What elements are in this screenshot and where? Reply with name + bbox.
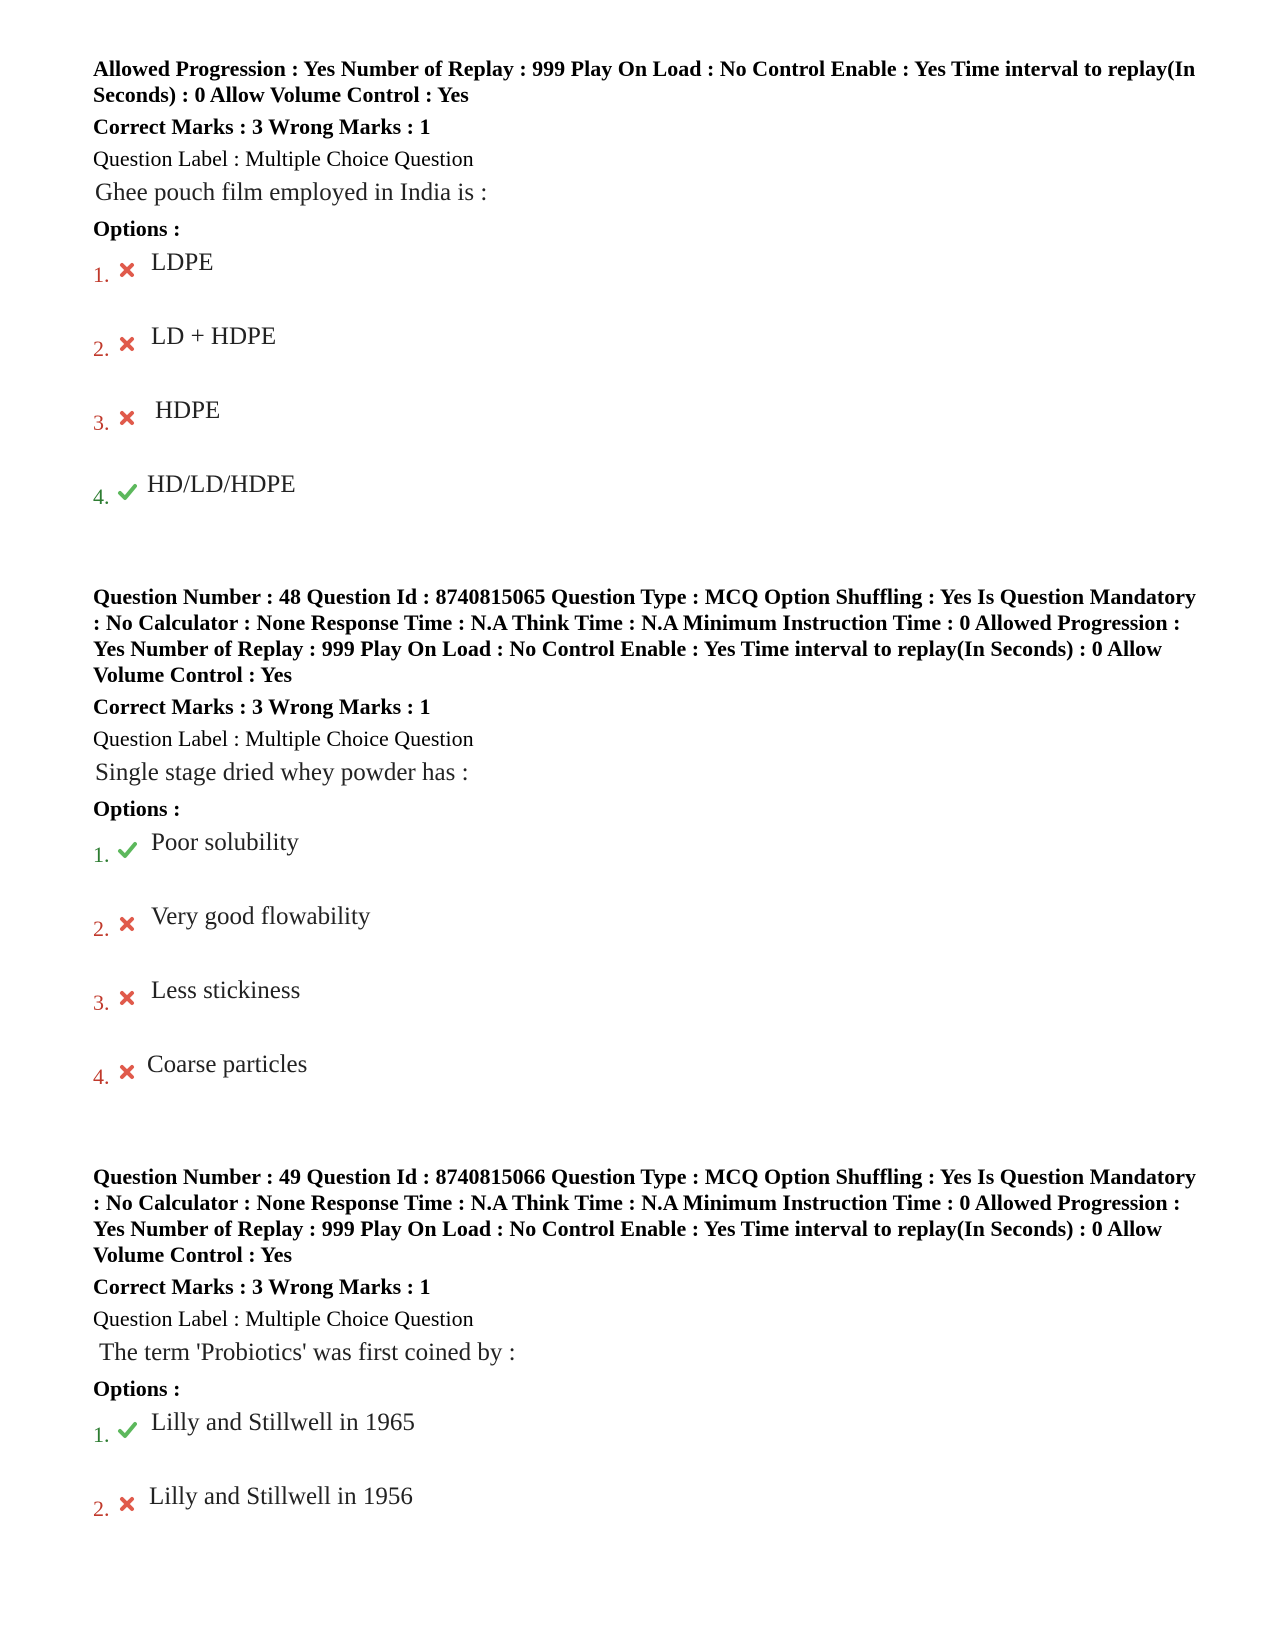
option-number: 1. (93, 842, 110, 867)
marks-info: Correct Marks : 3 Wrong Marks : 1 (93, 114, 431, 139)
cross-icon (117, 334, 137, 354)
options-heading: Options : (93, 216, 181, 241)
question-paper (93, 56, 1203, 1556)
options-heading: Options : (93, 1376, 181, 1401)
option-text: HDPE (155, 397, 221, 424)
option-item (93, 470, 1203, 544)
option-item (93, 902, 1203, 976)
option-text: Poor solubility (151, 829, 299, 856)
options-list (93, 1408, 1203, 1556)
cross-icon (117, 1494, 137, 1514)
option-item (93, 1482, 1203, 1556)
question-label: Question Label : Multiple Choice Question (93, 1306, 474, 1331)
option-number: 3. (93, 410, 110, 435)
option-item (93, 248, 1203, 322)
options-heading: Options : (93, 796, 181, 821)
option-item (93, 1408, 1203, 1482)
option-number: 3. (93, 990, 110, 1015)
option-text: HD/LD/HDPE (147, 471, 296, 498)
cross-icon (117, 408, 137, 428)
cross-icon (117, 914, 137, 934)
option-text: Lilly and Stillwell in 1956 (149, 1483, 413, 1510)
option-item (93, 828, 1203, 902)
marks-info: Correct Marks : 3 Wrong Marks : 1 (93, 694, 431, 719)
option-number: 2. (93, 336, 110, 361)
option-item (93, 976, 1203, 1050)
cross-icon (117, 260, 137, 280)
spacer (93, 1124, 1203, 1164)
option-text: Coarse particles (147, 1051, 308, 1078)
check-icon (117, 482, 137, 502)
option-text: Very good flowability (151, 903, 371, 930)
option-item (93, 1050, 1203, 1124)
option-number: 1. (93, 262, 110, 287)
check-icon (117, 840, 137, 860)
option-number: 4. (93, 1064, 110, 1089)
question-block-47 (93, 56, 1203, 544)
question-block-48 (93, 584, 1203, 1124)
option-number: 2. (93, 1496, 110, 1521)
option-item (93, 322, 1203, 396)
option-text: LDPE (151, 249, 214, 276)
option-number: 1. (93, 1422, 110, 1447)
option-number: 4. (93, 484, 110, 509)
question-text: Single stage dried whey powder has : (95, 759, 469, 786)
marks-info: Correct Marks : 3 Wrong Marks : 1 (93, 1274, 431, 1299)
option-text: Less stickiness (151, 977, 301, 1004)
question-meta: Question Number : 48 Question Id : 8740815065 Question Type : MCQ Option Shuffling : Yes Is Question Mandatory : No Calculator : None Response Time : N.A Think Time : N.A Minimum Instruction Time : 0 Allowed Progression : Yes Number of Replay : 999 Play On Load : No Control Enable : Yes Time interval to replay(In Seconds) : 0 Allow Volume Control : Yes (93, 584, 1196, 687)
option-text: Lilly and Stillwell in 1965 (151, 1409, 415, 1436)
option-number: 2. (93, 916, 110, 941)
question-meta: Allowed Progression : Yes Number of Replay : 999 Play On Load : No Control Enable : Yes Time interval to replay(In Seconds) : 0 Allow Volume Control : Yes (93, 56, 1196, 107)
question-label: Question Label : Multiple Choice Question (93, 146, 474, 171)
question-label: Question Label : Multiple Choice Question (93, 726, 474, 751)
options-list (93, 248, 1203, 544)
question-text: Ghee pouch film employed in India is : (95, 179, 488, 206)
question-text: The term 'Probiotics' was first coined by : (99, 1339, 516, 1366)
option-text: LD + HDPE (151, 323, 277, 350)
question-block-49 (93, 1164, 1203, 1556)
check-icon (117, 1420, 137, 1440)
spacer (93, 544, 1203, 584)
cross-icon (117, 1062, 137, 1082)
option-item (93, 396, 1203, 470)
question-meta: Question Number : 49 Question Id : 8740815066 Question Type : MCQ Option Shuffling : Yes Is Question Mandatory : No Calculator : None Response Time : N.A Think Time : N.A Minimum Instruction Time : 0 Allowed Progression : Yes Number of Replay : 999 Play On Load : No Control Enable : Yes Time interval to replay(In Seconds) : 0 Allow Volume Control : Yes (93, 1164, 1196, 1267)
options-list (93, 828, 1203, 1124)
cross-icon (117, 988, 137, 1008)
